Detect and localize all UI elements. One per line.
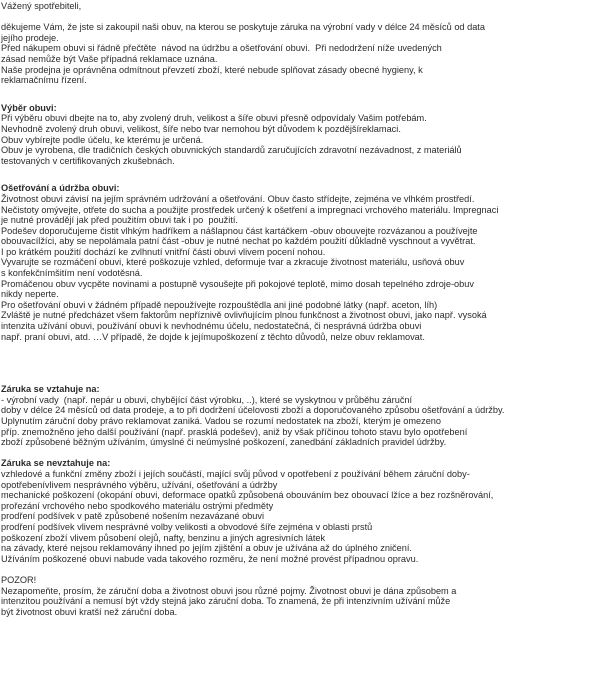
section-heading: Výběr obuvi: <box>1 102 57 113</box>
section-line: Zvláště je nutné předcházet všem faktorům nepříznivě ovlivňujícím plnou funkčnost a životnost obuvi, jako např. vysoká <box>1 310 487 321</box>
section-line: intenzita užívání obuvi, používání obuvi k nevhodnému účelu, nedostatečná, či nesprávná údržba obuvi <box>1 321 422 332</box>
section-line: je nutné provádějí jak před použitím obuvi tak i po použití. <box>1 215 238 226</box>
section-heading: Záruka se nevztahuje na: <box>1 458 111 469</box>
section-line: opotřebenívlivem nesprávného výběru, užívání, ošetřování a údržby <box>1 479 278 490</box>
section-heading: Ošetřování a údržba obuvi: <box>1 183 120 194</box>
section-line: prořezání vrchového nebo spodkového materiálu ostrými předměty <box>1 500 274 511</box>
section-osetrovani <box>1 183 598 342</box>
section-line: testovaných v certifikovaných zkušebnách. <box>1 155 175 166</box>
section-line: Nezapomeňte, prosím, že záruční doba a životnost obuvi jsou různé pojmy. Životnost obuvi je dána způsobem a <box>1 585 457 596</box>
intro-paragraph <box>1 22 598 86</box>
section-vyber <box>1 103 598 167</box>
section-line: prodření podšívek vlivem nesprávné volby velikosti a obvodové šíře zejména v oblasti prstů <box>1 521 373 532</box>
section-line: - výrobní vady (např. nepár u obuvi, chybějící část výrobku, ..), které se vyskytnou v průběhu záruční <box>1 394 413 405</box>
intro-line: Naše prodejna je oprávněna odmítnout převzetí zboží, které nebude splňovat zásady obecné hygieny, k <box>1 64 423 75</box>
section-line: s konfekčnímšitím není vodotěsná. <box>1 268 143 279</box>
section-line: intenzitou používání a nemusí být vždy stejná jako záruční doba. To znamená, že při intenzivním užívání může <box>1 596 451 607</box>
section-line: Podešev doporučujeme čistit vlhkým hadříkem a nášlapnou část kartáčkem -obuv obouvejte rozvázanou a používejte <box>1 225 478 236</box>
section-heading: Záruka se vztahuje na: <box>1 384 100 395</box>
section-line: Nečistoty omývejte, otřete do sucha a použijte prostředek určený k ošetření a impregnaci vrchového materiálu. Impregnaci <box>1 204 499 215</box>
section-line: Užíváním poškozené obuvi nabude vada takového rozměru, že není možné provést případnou opravu. <box>1 553 419 564</box>
greeting: Vážený spotřebiteli, <box>1 1 82 11</box>
section-line: Životnost obuvi závisí na jejím správném udržování a ošetřování. Obuv často střídejte, zejména ve vlhkém prostředí. <box>1 193 475 204</box>
section-nevztahuje <box>1 458 598 564</box>
section-line: vzhledové a funkční změny zboží i jejích součástí, mající svůj původ v opotřebení z používání během záruční doby- <box>1 468 470 479</box>
intro-line: jejího prodeje. <box>1 32 59 43</box>
section-line: Obuv vybírejte podle účelu, ke kterému je určená. <box>1 134 204 145</box>
intro-line: děkujeme Vám, že jste si zakoupil naši obuv, na kterou se poskytuje záruka na výrobní vady v délce 24 měsíců od data <box>1 22 485 33</box>
section-line: Promáčenou obuv vycpěte novinami a postupně vysoušejte při pokojové teplotě, mimo dosah tepelného zdroje-obuv <box>1 278 474 289</box>
section-line: doby v délce 24 měsíců od data prodeje, a to při dodržení účelovosti zboží a doporučovaného způsobu ošetřování a údržby. <box>1 405 505 416</box>
section-line: zboží způsobené běžným užíváním, úmyslné či neúmyslné poškození, zanedbání základních pravidel údržby. <box>1 437 447 448</box>
section-line: na závady, které nejsou reklamovány ihned po jejím zjištění a obuv je užívána až do úplného zničení. <box>1 543 412 554</box>
section-line: poškození zboží vlivem působení olejů, nafty, benzinu a jiných agresivních látek <box>1 532 326 543</box>
intro-line: zásad nemůže být Vaše případná reklamace uznána. <box>1 53 218 64</box>
section-line: obouvacílžíci, aby se nepolámala patní část -obuv je nutné nechat po každém použití důkladně vyschnout a vyvětrat. <box>1 236 476 247</box>
section-line: Uplynutím záruční doby právo reklamovat zaniká. Vadou se rozumí nedostatek na zboží, kterým je omezeno <box>1 416 442 426</box>
section-line: I po krátkém použití dochází ke zvlhnutí vnitřní části obuvi vlivem pocení nohou. <box>1 246 326 257</box>
intro-line: Před nákupem obuvi si řádně přečtěte návod na údržbu a ošetřování obuvi. Při nedodržení níže uvedených <box>1 43 442 54</box>
section-pozor <box>1 575 598 617</box>
section-line: např. praní obuvi, atd. …V případě, že dojde k jejímupoškození z těchto důvodů, nelze obuv reklamovat. <box>1 331 425 342</box>
section-line: Nevhodně zvolený druh obuvi, velikost, šíře nebo tvar nemohou být důvodem k pozdějšíreklamaci. <box>1 123 401 134</box>
section-line: Vyvarujte se rozmáčení obuvi, které poškozuje vzhled, deformuje tvar a zkracuje životnost materiálu, usňová obuv <box>1 257 465 268</box>
intro-line: reklamačnímu řízení. <box>1 75 87 86</box>
section-line: Pro ošetřování obuvi v žádném případě nepoužívejte rozpouštědla ani jiné podobné látky (např. aceton, líh) <box>1 299 438 310</box>
section-line: nikdy neperte. <box>1 289 59 300</box>
section-line: být životnost obuvi kratší než záruční doba. <box>1 606 178 617</box>
section-line: mechanické poškození (okopání obuvi, deformace opatků způsobená obouváním bez obouvací lžíce a bez rozšněrování, <box>1 490 494 501</box>
section-line: Obuv je vyrobena, dle tradičních českých obuvnických standardů zaručujících zdravotní nezávadnost, z materiálů <box>1 145 462 156</box>
section-line: příp. znemožněno jeho další používání (např. prasklá podešev), aniž by však příčinou tohoto stavu bylo opotřebení <box>1 426 468 437</box>
section-zaruka <box>1 384 598 448</box>
pozor-heading: POZOR! <box>1 574 37 585</box>
section-line: Při výběru obuvi dbejte na to, aby zvolený druh, velikost a šíře obuvi přesně odpovídaly Vašim potřebám. <box>1 113 427 124</box>
section-line: prodření podšívek v patě způsobené nošením nezavázané obuvi <box>1 511 265 522</box>
